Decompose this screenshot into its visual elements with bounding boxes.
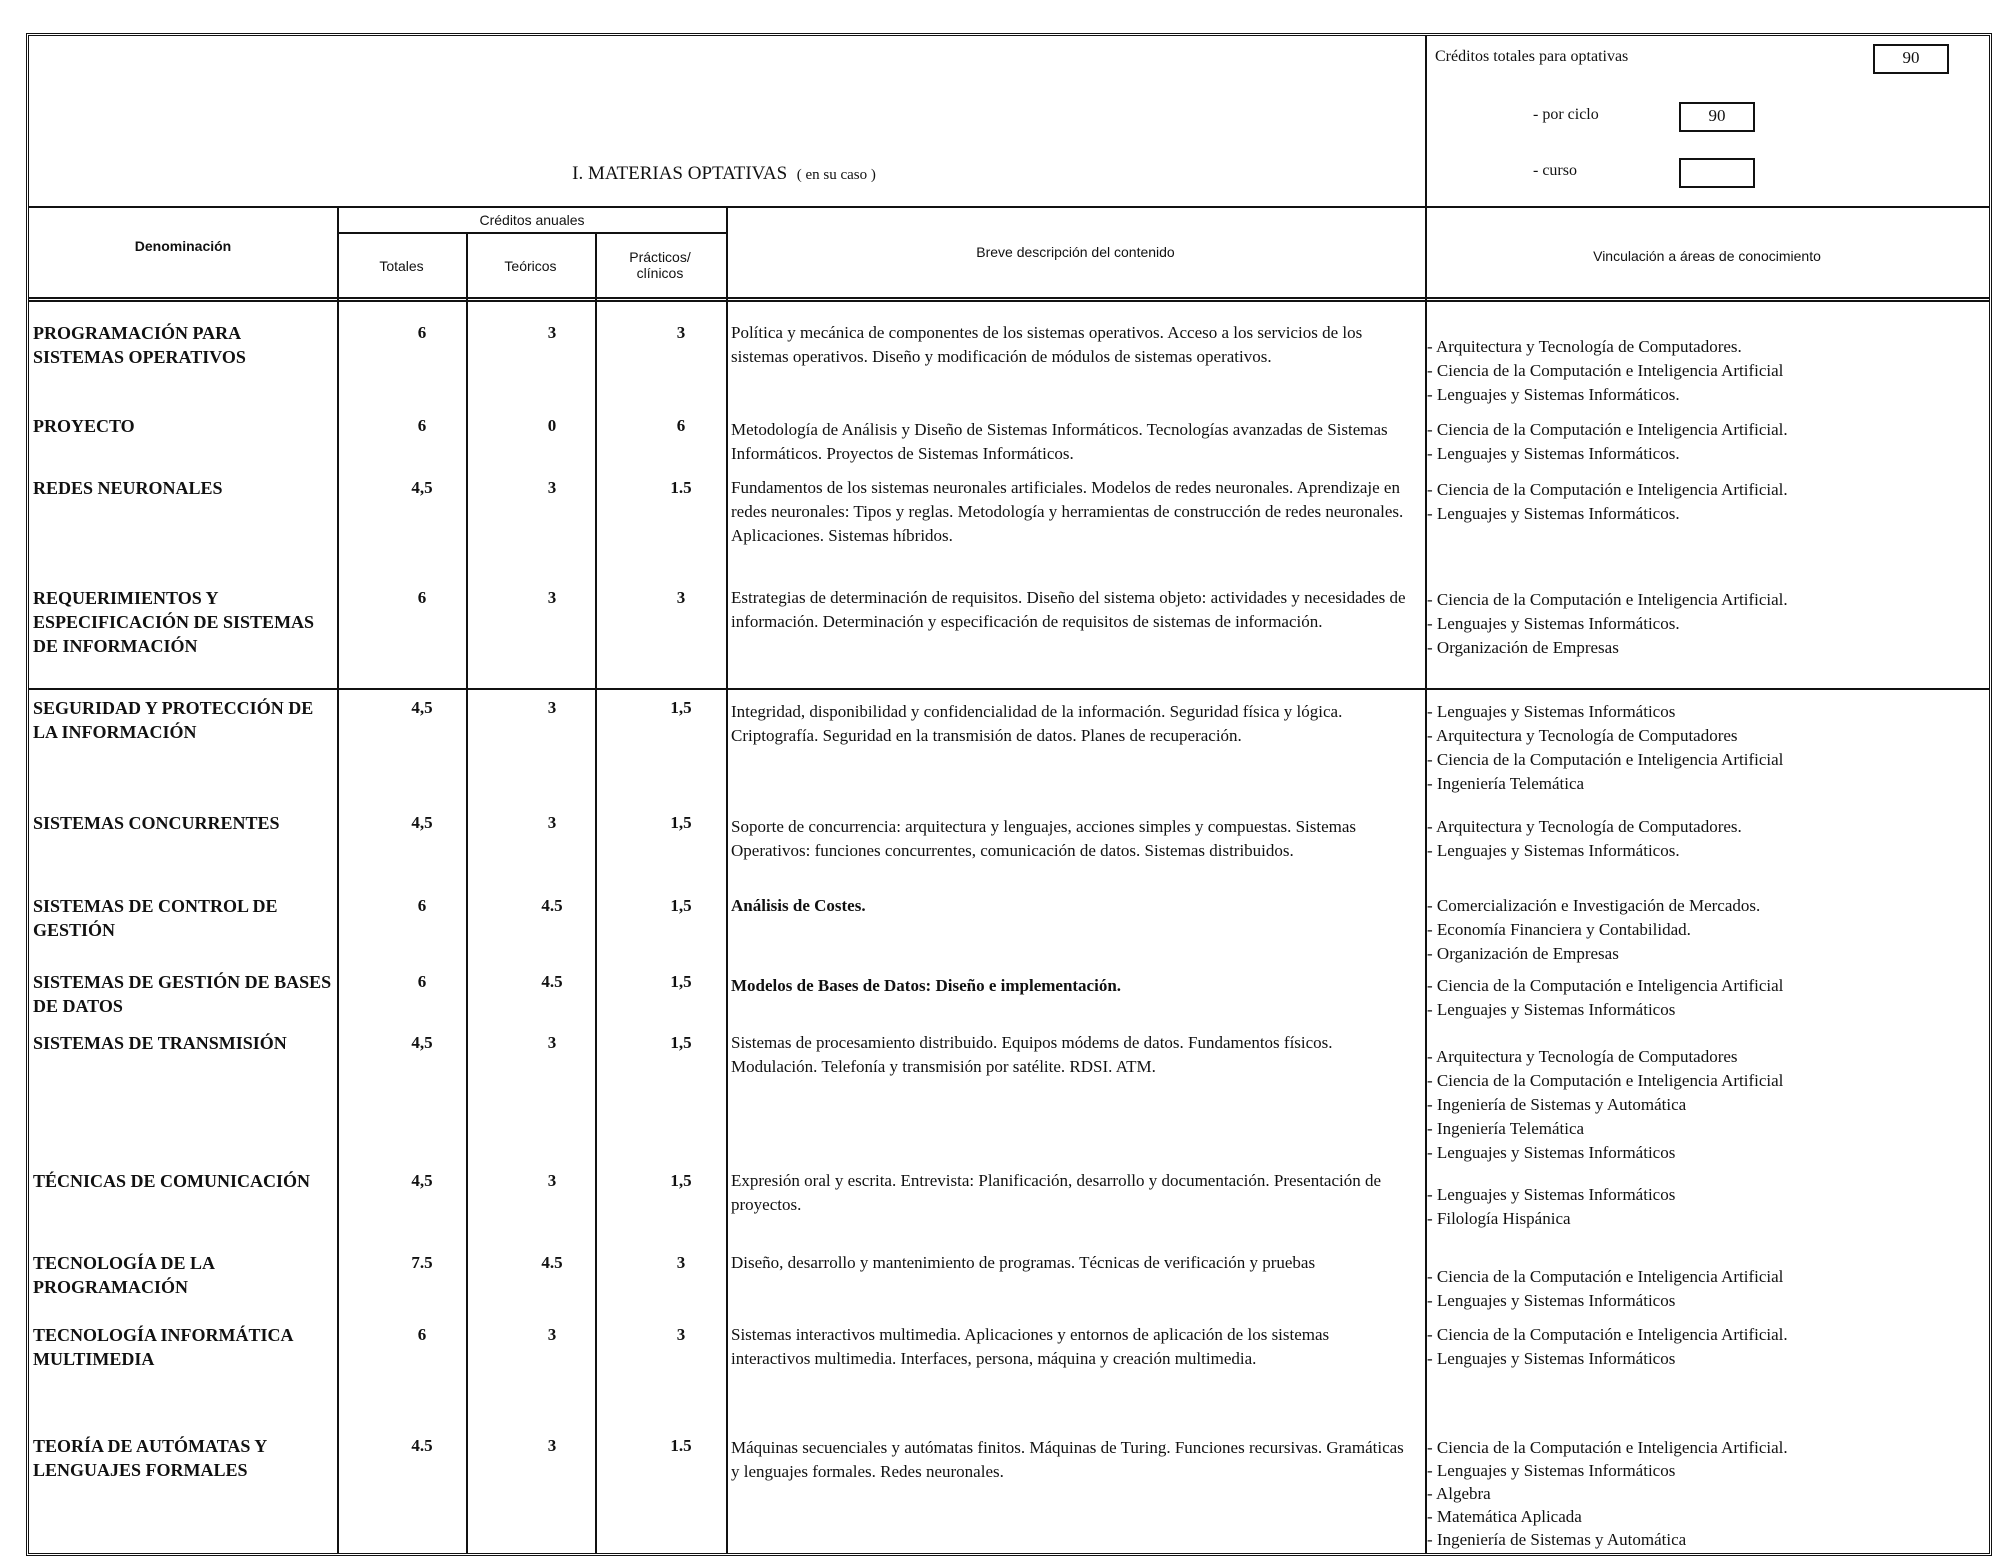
area-item: - Lenguajes y Sistemas Informáticos <box>1427 1143 1676 1162</box>
area-item: - Ciencia de la Computación e Inteligencia Artificial <box>1427 1071 1784 1090</box>
credits-theory: 3 <box>547 698 557 717</box>
description: Expresión oral y escrita. Entrevista: Planificación, desarrollo y documentación. Presentación de proyectos. <box>731 1171 1382 1214</box>
credits-theory: 4.5 <box>541 1253 563 1272</box>
area-item: - Ciencia de la Computación e Inteligencia Artificial <box>1427 1267 1784 1286</box>
subject-name: SISTEMAS DE TRANSMISIÓN <box>33 1033 287 1053</box>
course-box <box>1679 158 1755 188</box>
credits-practice: 1,5 <box>670 972 692 991</box>
credits-total: 4,5 <box>411 813 433 832</box>
credits-total: 6 <box>417 416 427 435</box>
area-item: - Ciencia de la Computación e Inteligencia Artificial <box>1427 976 1784 995</box>
area-item: - Ciencia de la Computación e Inteligencia Artificial <box>1427 361 1784 380</box>
area-item: - Lenguajes y Sistemas Informáticos <box>1427 1291 1676 1310</box>
credits-theory: 3 <box>547 1033 557 1052</box>
credits-panel <box>1429 36 1989 206</box>
credits-total: 4,5 <box>411 698 433 717</box>
credits-total: 6 <box>417 588 427 607</box>
subject-name: SISTEMAS CONCURRENTES <box>33 813 280 833</box>
credits-practice: 1,5 <box>670 1033 692 1052</box>
credits-practice: 1,5 <box>670 896 692 915</box>
subject-name: REDES NEURONALES <box>33 478 223 498</box>
areas <box>1427 1169 1987 1231</box>
rule <box>29 297 1989 299</box>
area-item: - Lenguajes y Sistemas Informáticos <box>1427 1185 1676 1204</box>
title-text: I. MATERIAS OPTATIVAS <box>572 163 788 184</box>
areas <box>1427 970 1987 1022</box>
area-item: - Economía Financiera y Contabilidad. <box>1427 920 1691 939</box>
col-vinculacion: Vinculación a áreas de conocimiento <box>1593 248 1821 264</box>
credits-practice: 1,5 <box>670 1171 692 1190</box>
credits-theory: 4.5 <box>541 896 563 915</box>
credits-total: 4.5 <box>411 1436 433 1455</box>
credits-practice: 1,5 <box>670 698 692 717</box>
subject-name: TECNOLOGÍA INFORMÁTICA MULTIMEDIA <box>33 1325 293 1369</box>
credits-total: 4,5 <box>411 478 433 497</box>
description: Política y mecánica de componentes de los sistemas operativos. Acceso a los servicios de los sistemas operativos. Diseño y modificación de módulos de sistemas operativos. <box>731 323 1363 366</box>
areas <box>1427 1251 1987 1313</box>
credits-practice: 3 <box>676 1325 686 1344</box>
description: Soporte de concurrencia: arquitectura y lenguajes, acciones simples y compuestas. Sistemas Operativos: funciones concurrentes, comunicación de datos. Sistemas distribuidos. <box>731 817 1357 860</box>
area-item: - Matemática Aplicada <box>1427 1507 1582 1526</box>
areas <box>1427 586 1987 660</box>
area-item: - Lenguajes y Sistemas Informáticos <box>1427 1349 1676 1368</box>
per-cycle-box: 90 <box>1679 102 1755 132</box>
col-denominacion: Denominación <box>134 238 232 254</box>
area-item: - Ciencia de la Computación e Inteligencia Artificial. <box>1427 1438 1788 1457</box>
credits-total-box: 90 <box>1873 44 1949 74</box>
course-label: - curso <box>1533 162 1577 179</box>
credits-theory: 3 <box>547 1171 557 1190</box>
description: Metodología de Análisis y Diseño de Sistemas Informáticos. Tecnologías avanzadas de Sistemas Informáticos. Proyectos de Sistemas Informáticos. <box>731 420 1388 463</box>
subject-name: PROGRAMACIÓN PARA SISTEMAS OPERATIVOS <box>33 323 246 367</box>
description: Máquinas secuenciales y autómatas finitos. Máquinas de Turing. Funciones recursivas. Gramáticas y lenguajes formales. Redes neuronales. <box>731 1438 1404 1481</box>
col-practicos: Prácticos/ clínicos <box>629 249 691 281</box>
col-teoricos: Teóricos <box>504 258 557 274</box>
credits-practice: 3 <box>676 588 686 607</box>
area-item: - Ciencia de la Computación e Inteligencia Artificial. <box>1427 480 1788 499</box>
credits-total: 7.5 <box>411 1253 433 1272</box>
area-item: - Arquitectura y Tecnología de Computadores. <box>1427 817 1742 836</box>
subject-name: SISTEMAS DE CONTROL DE GESTIÓN <box>33 896 278 940</box>
credits-theory: 3 <box>547 1436 557 1455</box>
title-note: ( en su caso ) <box>796 167 876 183</box>
area-item: - Ciencia de la Computación e Inteligencia Artificial. <box>1427 590 1788 609</box>
credits-theory: 0 <box>547 416 557 435</box>
area-item: - Arquitectura y Tecnología de Computadores <box>1427 1047 1738 1066</box>
per-cycle-label: - por ciclo <box>1533 106 1599 123</box>
description: Análisis de Costes. <box>731 896 866 915</box>
credits-theory: 3 <box>547 478 557 497</box>
credits-practice: 6 <box>676 416 686 435</box>
areas <box>1427 321 1987 407</box>
area-item: - Ciencia de la Computación e Inteligencia Artificial. <box>1427 1325 1788 1344</box>
subject-name: TÉCNICAS DE COMUNICACIÓN <box>33 1171 311 1191</box>
area-item: - Ingeniería de Sistemas y Automática <box>1427 1095 1687 1114</box>
areas <box>1427 1323 1987 1371</box>
rule <box>29 688 1989 690</box>
area-item: - Algebra <box>1427 1484 1491 1503</box>
rule <box>29 206 1989 208</box>
area-item: - Ingeniería Telemática <box>1427 1119 1585 1138</box>
credits-theory: 3 <box>547 1325 557 1344</box>
credits-total: 4,5 <box>411 1033 433 1052</box>
area-item: - Organización de Empresas <box>1427 944 1619 963</box>
description: Fundamentos de los sistemas neuronales artificiales. Modelos de redes neuronales. Aprendizaje en redes neuronales: Tipos y reglas. Metodología y herramientas de construcción de redes neuronales. Aplicaciones. Sistemas híbridos. <box>731 478 1404 545</box>
areas <box>1427 811 1987 863</box>
rule <box>337 206 339 1553</box>
area-item: - Arquitectura y Tecnología de Computadores. <box>1427 337 1742 356</box>
credits-total: 6 <box>417 896 427 915</box>
areas <box>1427 696 1987 796</box>
area-item: - Lenguajes y Sistemas Informáticos <box>1427 702 1676 721</box>
areas <box>1427 1031 1987 1165</box>
area-item: - Lenguajes y Sistemas Informáticos. <box>1427 614 1680 633</box>
subject-name: SEGURIDAD Y PROTECCIÓN DE LA INFORMACIÓN <box>33 698 314 742</box>
credits-total: 6 <box>417 323 427 342</box>
credits-total: 6 <box>417 972 427 991</box>
area-item: - Lenguajes y Sistemas Informáticos. <box>1427 841 1680 860</box>
area-item: - Lenguajes y Sistemas Informáticos. <box>1427 444 1680 463</box>
area-item: - Ingeniería de Sistemas y Automática <box>1427 1530 1687 1549</box>
area-item: - Ingeniería Telemática <box>1427 774 1585 793</box>
subject-name: PROYECTO <box>33 416 135 436</box>
credits-practice: 1.5 <box>670 1436 692 1455</box>
col-totales: Totales <box>379 258 424 274</box>
credits-practice: 3 <box>676 323 686 342</box>
credits-practice: 1,5 <box>670 813 692 832</box>
subject-name: TECNOLOGÍA DE LA PROGRAMACIÓN <box>33 1253 215 1297</box>
subject-name: REQUERIMIENTOS Y ESPECIFICACIÓN DE SISTEMAS DE INFORMACIÓN <box>33 588 315 656</box>
area-item: - Lenguajes y Sistemas Informáticos. <box>1427 385 1680 404</box>
area-item: - Comercialización e Investigación de Mercados. <box>1427 896 1761 915</box>
credits-practice: 1.5 <box>670 478 692 497</box>
col-creditos-anuales: Créditos anuales <box>479 212 585 228</box>
description: Sistemas de procesamiento distribuido. Equipos módems de datos. Fundamentos físicos. Modulación. Telefonía y transmisión por satélite. RDSI. ATM. <box>731 1033 1333 1076</box>
credits-theory: 3 <box>547 323 557 342</box>
areas <box>1427 414 1987 466</box>
areas <box>1427 894 1987 966</box>
credits-theory: 3 <box>547 813 557 832</box>
area-item: - Organización de Empresas <box>1427 638 1619 657</box>
subject-name: TEORÍA DE AUTÓMATAS Y LENGUAJES FORMALES <box>33 1436 267 1480</box>
credits-theory: 3 <box>547 588 557 607</box>
rule <box>337 232 727 234</box>
credits-total: 6 <box>417 1325 427 1344</box>
area-item: - Lenguajes y Sistemas Informáticos <box>1427 1000 1676 1019</box>
rule <box>29 300 1989 302</box>
credits-total: 4,5 <box>411 1171 433 1190</box>
section-title <box>29 163 1419 185</box>
document-frame <box>26 33 1992 1556</box>
areas <box>1427 476 1987 526</box>
area-item: - Arquitectura y Tecnología de Computadores <box>1427 726 1738 745</box>
credits-theory: 4.5 <box>541 972 563 991</box>
area-item: - Ciencia de la Computación e Inteligencia Artificial <box>1427 750 1784 769</box>
description: Diseño, desarrollo y mantenimiento de programas. Técnicas de verificación y pruebas <box>731 1253 1316 1272</box>
description: Modelos de Bases de Datos: Diseño e implementación. <box>731 976 1122 995</box>
description: Sistemas interactivos multimedia. Aplicaciones y entornos de aplicación de los sistemas interactivos multimedia. Interfaces, persona, máquina y creación multimedia. <box>731 1325 1330 1368</box>
subject-name: SISTEMAS DE GESTIÓN DE BASES DE DATOS <box>33 972 332 1016</box>
area-item: - Lenguajes y Sistemas Informáticos. <box>1427 504 1680 523</box>
col-descripcion: Breve descripción del contenido <box>976 244 1175 260</box>
area-item: - Ciencia de la Computación e Inteligencia Artificial. <box>1427 420 1788 439</box>
credits-total-label: Créditos totales para optativas <box>1435 48 1629 65</box>
description: Integridad, disponibilidad y confidencialidad de la información. Seguridad física y lógica. Criptografía. Seguridad en la transmisión de datos. Planes de recuperación. <box>731 702 1343 745</box>
area-item: - Lenguajes y Sistemas Informáticos <box>1427 1461 1676 1480</box>
description: Estrategias de determinación de requisitos. Diseño del sistema objeto: actividades y necesidades de información. Determinación y especificación de requisitos de sistemas de información. <box>731 588 1406 631</box>
rule <box>726 206 728 1553</box>
area-item: - Filología Hispánica <box>1427 1209 1571 1228</box>
credits-practice: 3 <box>676 1253 686 1272</box>
areas <box>1427 1434 1987 1551</box>
